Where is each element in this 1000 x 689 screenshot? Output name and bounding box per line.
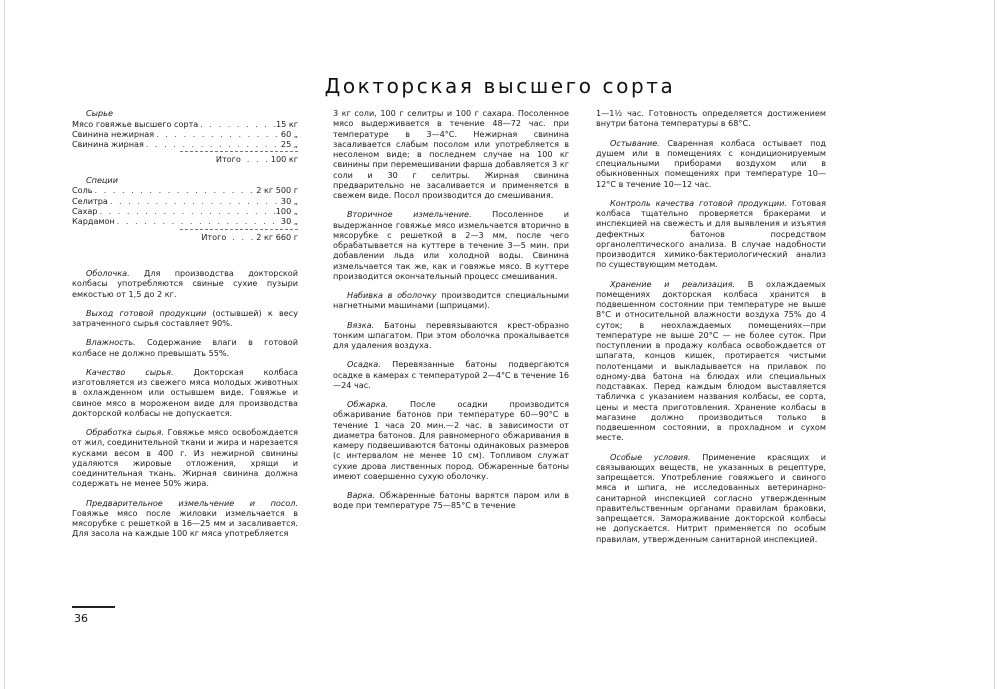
control-paragraph: Контроль качества готовой продукции. Готовая колбаса тщательно проверяется бракерами и инспекцией на свежесть и для выявления и изъятия дефектных батонов посредством органолептического анализа. В случае надобности производится химико-бактериологический анализ по существующим методам. — [596, 197, 826, 270]
casing-paragraph: Оболочка. Для производства докторской колбасы употребляются свиные сухие пузыри емкостью от 1,5 до 2 кг. — [72, 268, 298, 299]
cooking-continued: 1—1½ час. Готовность определяется достижением внутри батона температуры в 68°С. — [596, 108, 826, 129]
processing-paragraph: Обработка сырья. Говяжье мясо освобождается от жил, соединительной ткани и жира и нарезается кусками весом в 400 г. Из нежирной свинины удаляются жировые отложения, хрящи и соединительная ткань. Жирная свинина должна содержать не менее 50% жира. — [72, 427, 299, 489]
column-1 — [72, 108, 298, 548]
spice-item: Селитра . . . 30 „ — [72, 196, 298, 206]
roasting-paragraph: Обжарка. После осадки производится обжаривание батонов при температуре 60—90°С в течение 1 часа 20 мин.—2 час. в зависимости от диаметра батонов. Для равномерного обжаривания в камеру подвешиваются батоны одинаковых размеров (с интервалом не менее 10 см). Топливом служат сухие дрова лиственных пород. Обжаренные батоны имеют совершенно сухую оболочку. — [333, 399, 570, 481]
special-paragraph: Особые условия. Применение красящих и связывающих веществ, не указанных в рецептуре, запрещается. Употребление говяжьего и свиного мяса и шпига, не исследованных ветеринарно-санитарной инспекцией согласно утвержденным правительственным органами правилам браковки, запрещается. Замораживание докторской колбасы не допускается. Нитрит применяется по особым правилам, утвержденным санитарной инспекцией. — [596, 451, 826, 544]
settling-paragraph: Осадка. Перевязанные батоны подвергаются осадке в камерах с температурой 2—4°С в течение 16—24 час. — [333, 359, 569, 390]
cooking-paragraph: Варка. Обжаренные батоны варятся паром или в воде при температуре 75—85°С в течение — [333, 490, 569, 511]
prelim-continued: 3 кг соли, 100 г селитры и 100 г сахара. Посоленное мясо выдерживается в течение 48—72 час. при температуре в 3—4°С. Нежирная свинина засаливается слабым посолом или употребляется в несоленом виде; в последнем случае на 100 кг свинины при перемешивании фарша добавляется 3 кг соли и 30 г селитры. Жирная свинина предварительно не засаливается и применяется в свежем виде. Посол производится до смешивания. — [333, 108, 569, 200]
raw-total: Итого . . . 100 кг — [72, 154, 298, 165]
column-3 — [596, 108, 826, 553]
cooling-paragraph: Остывание. Сваренная колбаса остывает под душем или в помещениях с кондиционируемым специальными приборами воздухом или в обыкновенных помещениях при температуре 10—12°С в течение 10—12 час. — [596, 137, 826, 189]
moisture-paragraph: Влажность. Содержание влаги в готовой колбасе не должно превышать 55%. — [72, 337, 298, 358]
secondary-paragraph: Вторичное измельчение. Посоленное и выдержанное говяжье мясо измельчается вторично в мясорубке с решеткой в 2—3 мм, после чего обрабатывается на куттере в течение 3—5 мин. при добавлении льда или холодной воды. Свинина измельчается так же, как и говяжье мясо. В куттере производится окончательный процесс смешивания. — [333, 209, 569, 281]
spice-item: Соль . . . 2 кг 500 г — [72, 185, 298, 195]
spices-total: Итого . . . 2 кг 660 г — [72, 232, 298, 243]
storage-paragraph: Хранение и реализация. В охлаждаемых помещениях докторская колбаса хранится в подвешенном состоянии при температуре не выше 8°С и относительной влажности воздуха 75% до 4 суток; в неохлаждаемых помещениях—при температуре не выше 20°С — не более суток. При поступлении в продажу колбаса освобождается от шпагата, концов кишек, протирается чистыми полотенцами и выкладывается на прилавок по одному-два батона на блюдах или специальных подставках. Перед каждым блюдом выставляется табличка с указанием названия колбасы, ее сорта, цены и места приготовления. Хранение колбасы в магазине должно производиться только в подвешенном состоянии, в прохладном и сухом месте. — [596, 278, 826, 443]
spice-item: Сахар . . . 100 „ — [72, 206, 298, 216]
quality-paragraph: Качество сырья. Докторская колбаса изготовляется из свежего мяса молодых животных в охлажденном или остывшем виде. Говяжье и свиное мясо в мороженом виде для производства докторской колбасы не допускается. — [72, 366, 298, 418]
spice-item: Кардамон . . . 30 „ — [72, 216, 298, 226]
spices-heading: Специи — [86, 174, 118, 185]
left-page-edge — [4, 0, 5, 689]
spices-total-rule — [180, 229, 298, 230]
raw-item: Мясо говяжье высшего сорта . . . 15 кг — [72, 119, 298, 129]
right-page-edge — [994, 0, 995, 689]
page-title: Докторская высшего сорта — [324, 74, 676, 98]
raw-item: Свинина нежирная . . . 60 „ — [72, 129, 298, 139]
column-2 — [333, 108, 569, 520]
raw-item: Свинина жирная . . . 25 „ — [72, 139, 298, 149]
page-number: 36 — [74, 612, 88, 625]
page-number-rule — [72, 606, 115, 608]
tying-paragraph: Вязка. Батоны перевязываются крест-образно тонким шпагатом. При этом оболочка прокалывается для удаления воздуха. — [333, 319, 569, 350]
prelim-paragraph: Предварительное измельчение и посол. Говяжье мясо после жиловки измельчается в мясорубке с решеткой в 16—25 мм и засаливается. Для засола на каждые 100 кг мяса употребляется — [72, 497, 298, 539]
raw-heading: Сырье — [86, 108, 113, 118]
raw-total-rule — [180, 151, 298, 152]
stuffing-paragraph: Набивка в оболочку производится специальными нагнетными машинами (шприцами). — [333, 290, 570, 311]
yield-paragraph: Выход готовой продукции (остывшей) к весу затраченного сырья составляет 90%. — [72, 307, 299, 329]
